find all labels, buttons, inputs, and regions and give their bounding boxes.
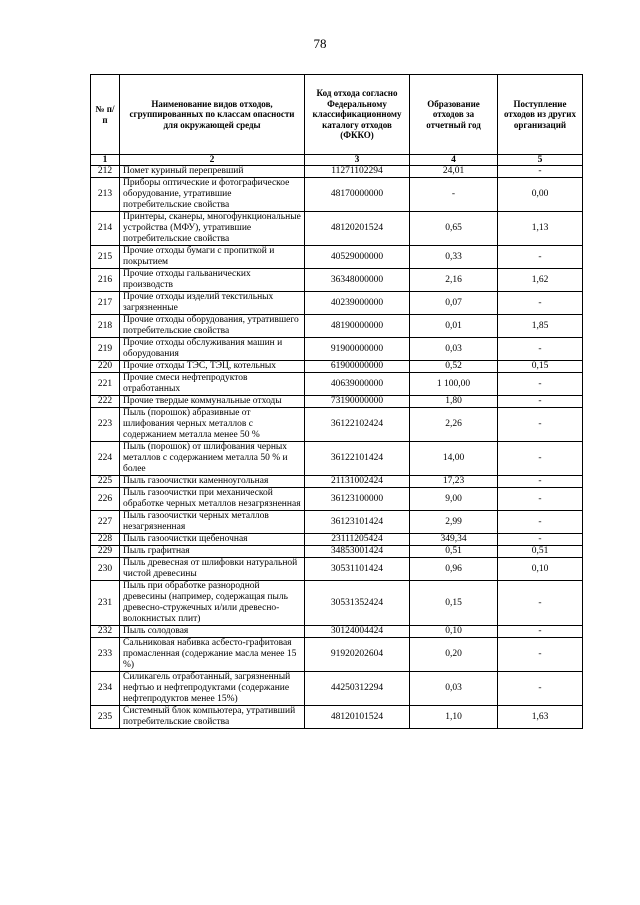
- waste-name: Прочие отходы обслуживания машин и оборудования: [120, 338, 305, 361]
- column-number-2: 2: [120, 155, 305, 166]
- table-row: [91, 178, 583, 212]
- row-number: 218: [91, 315, 120, 338]
- table-row: [91, 408, 583, 442]
- waste-code: 48120101524: [305, 706, 410, 729]
- table-row: [91, 638, 583, 672]
- received-amount: 1,85: [498, 315, 583, 338]
- waste-code: 36123100000: [305, 488, 410, 511]
- received-amount: -: [498, 488, 583, 511]
- waste-code: 48120201524: [305, 212, 410, 246]
- waste-code: 61900000000: [305, 361, 410, 373]
- received-amount: 0,00: [498, 178, 583, 212]
- formed-amount: 0,10: [410, 626, 498, 638]
- header-waste-code: Код отхода согласно Федеральному классификационному каталогу отходов (ФККО): [305, 75, 410, 155]
- table-row: [91, 338, 583, 361]
- table-row: [91, 534, 583, 546]
- received-amount: -: [498, 373, 583, 396]
- waste-code: 40639000000: [305, 373, 410, 396]
- waste-table: [90, 74, 583, 729]
- waste-name: Прочие отходы оборудования, утратившего потребительские свойства: [120, 315, 305, 338]
- table-row: [91, 269, 583, 292]
- waste-code: 30531352424: [305, 581, 410, 626]
- received-amount: -: [498, 476, 583, 488]
- row-number: 223: [91, 408, 120, 442]
- waste-code: 73190000000: [305, 396, 410, 408]
- formed-amount: 2,16: [410, 269, 498, 292]
- received-amount: -: [498, 581, 583, 626]
- waste-name: Прочие отходы ТЭС, ТЭЦ, котельных: [120, 361, 305, 373]
- received-amount: -: [498, 246, 583, 269]
- waste-code: 11271102294: [305, 166, 410, 178]
- received-amount: 0,10: [498, 558, 583, 581]
- waste-name: Пыль (порошок) абразивные от шлифования черных металлов с содержанием металла менее 50 %: [120, 408, 305, 442]
- waste-name: Силикагель отработанный, загрязненный нефтью и нефтепродуктами (содержание нефтепродуктов менее 15%): [120, 672, 305, 706]
- waste-name: Сальниковая набивка асбесто-графитовая промасленная (содержание масла менее 15 %): [120, 638, 305, 672]
- table-body: [91, 155, 583, 729]
- waste-code: 91920202604: [305, 638, 410, 672]
- table-row: [91, 442, 583, 476]
- waste-code: 44250312294: [305, 672, 410, 706]
- table-row: [91, 373, 583, 396]
- received-amount: -: [498, 511, 583, 534]
- waste-name: Пыль газоочистки при механической обработке черных металлов незагрязненная: [120, 488, 305, 511]
- waste-code: 91900000000: [305, 338, 410, 361]
- row-number: 222: [91, 396, 120, 408]
- formed-amount: 0,03: [410, 672, 498, 706]
- row-number: 215: [91, 246, 120, 269]
- formed-amount: 1 100,00: [410, 373, 498, 396]
- row-number: 229: [91, 546, 120, 558]
- received-amount: -: [498, 672, 583, 706]
- waste-name: Пыль газоочистки каменноугольная: [120, 476, 305, 488]
- table-header-row: [91, 75, 583, 155]
- received-amount: -: [498, 626, 583, 638]
- formed-amount: 24,01: [410, 166, 498, 178]
- waste-name: Помет куриный перепревший: [120, 166, 305, 178]
- waste-code: 40529000000: [305, 246, 410, 269]
- formed-amount: 1,10: [410, 706, 498, 729]
- waste-name: Пыль солодовая: [120, 626, 305, 638]
- formed-amount: 0,33: [410, 246, 498, 269]
- row-number: 220: [91, 361, 120, 373]
- table-row: [91, 396, 583, 408]
- header-waste-name: Наименование видов отходов, сгруппированных по классам опасности для окружающей среды: [120, 75, 305, 155]
- received-amount: 1,63: [498, 706, 583, 729]
- table-row: [91, 315, 583, 338]
- column-number-1: 1: [91, 155, 120, 166]
- column-number-row: [91, 155, 583, 166]
- received-amount: -: [498, 408, 583, 442]
- waste-name: Принтеры, сканеры, многофункциональные устройства (МФУ), утратившие потребительские свойства: [120, 212, 305, 246]
- received-amount: 0,15: [498, 361, 583, 373]
- received-amount: -: [498, 442, 583, 476]
- formed-amount: 0,01: [410, 315, 498, 338]
- row-number: 226: [91, 488, 120, 511]
- received-amount: 0,51: [498, 546, 583, 558]
- waste-name: Прочие отходы бумаги с пропиткой и покрытием: [120, 246, 305, 269]
- table-row: [91, 581, 583, 626]
- formed-amount: 2,99: [410, 511, 498, 534]
- row-number: 231: [91, 581, 120, 626]
- formed-amount: 17,23: [410, 476, 498, 488]
- received-amount: -: [498, 534, 583, 546]
- formed-amount: 14,00: [410, 442, 498, 476]
- row-number: 213: [91, 178, 120, 212]
- row-number: 233: [91, 638, 120, 672]
- waste-code: 34853001424: [305, 546, 410, 558]
- row-number: 230: [91, 558, 120, 581]
- waste-name: Пыль графитная: [120, 546, 305, 558]
- table-row: [91, 511, 583, 534]
- received-amount: -: [498, 638, 583, 672]
- table-row: [91, 292, 583, 315]
- table-row: [91, 212, 583, 246]
- waste-code: 36122102424: [305, 408, 410, 442]
- waste-code: 40239000000: [305, 292, 410, 315]
- table-row: [91, 476, 583, 488]
- formed-amount: 2,26: [410, 408, 498, 442]
- waste-code: 36348000000: [305, 269, 410, 292]
- header-formed: Образование отходов за отчетный год: [410, 75, 498, 155]
- waste-code: 23111205424: [305, 534, 410, 546]
- received-amount: -: [498, 292, 583, 315]
- row-number: 219: [91, 338, 120, 361]
- received-amount: -: [498, 338, 583, 361]
- waste-name: Пыль газоочистки черных металлов незагрязненная: [120, 511, 305, 534]
- waste-name: Прочие отходы гальванических производств: [120, 269, 305, 292]
- waste-name: Пыль древесная от шлифовки натуральной чистой древесины: [120, 558, 305, 581]
- received-amount: -: [498, 166, 583, 178]
- row-number: 221: [91, 373, 120, 396]
- table-row: [91, 546, 583, 558]
- received-amount: -: [498, 396, 583, 408]
- row-number: 232: [91, 626, 120, 638]
- row-number: 234: [91, 672, 120, 706]
- header-received: Поступление отходов из других организаций: [498, 75, 583, 155]
- formed-amount: 1,80: [410, 396, 498, 408]
- received-amount: 1,62: [498, 269, 583, 292]
- waste-code: 48190000000: [305, 315, 410, 338]
- row-number: 212: [91, 166, 120, 178]
- formed-amount: -: [410, 178, 498, 212]
- waste-name: Прочие смеси нефтепродуктов отработанных: [120, 373, 305, 396]
- waste-name: Системный блок компьютера, утративший потребительские свойства: [120, 706, 305, 729]
- table-row: [91, 626, 583, 638]
- table-row: [91, 488, 583, 511]
- formed-amount: 0,03: [410, 338, 498, 361]
- waste-code: 30531101424: [305, 558, 410, 581]
- waste-name: Пыль газоочистки щебеночная: [120, 534, 305, 546]
- formed-amount: 349,34: [410, 534, 498, 546]
- row-number: 228: [91, 534, 120, 546]
- formed-amount: 0,20: [410, 638, 498, 672]
- table-row: [91, 361, 583, 373]
- table-row: [91, 672, 583, 706]
- waste-code: 36122101424: [305, 442, 410, 476]
- column-number-5: 5: [498, 155, 583, 166]
- formed-amount: 0,15: [410, 581, 498, 626]
- waste-code: 30124004424: [305, 626, 410, 638]
- formed-amount: 0,65: [410, 212, 498, 246]
- waste-name: Пыль (порошок) от шлифования черных металлов с содержанием металла 50 % и более: [120, 442, 305, 476]
- table-row: [91, 166, 583, 178]
- received-amount: 1,13: [498, 212, 583, 246]
- row-number: 225: [91, 476, 120, 488]
- row-number: 217: [91, 292, 120, 315]
- waste-name: Прочие отходы изделий текстильных загрязненные: [120, 292, 305, 315]
- waste-name: Приборы оптические и фотографическое оборудование, утратившие потребительские свойства: [120, 178, 305, 212]
- column-number-3: 3: [305, 155, 410, 166]
- formed-amount: 0,52: [410, 361, 498, 373]
- row-number: 216: [91, 269, 120, 292]
- row-number: 235: [91, 706, 120, 729]
- formed-amount: 0,07: [410, 292, 498, 315]
- waste-code: 48170000000: [305, 178, 410, 212]
- waste-code: 21131002424: [305, 476, 410, 488]
- row-number: 227: [91, 511, 120, 534]
- header-number: № п/п: [91, 75, 120, 155]
- column-number-4: 4: [410, 155, 498, 166]
- waste-name: Пыль при обработке разнородной древесины (например, содержащая пыль древесно-стружечных и/или древесно-волокнистых плит): [120, 581, 305, 626]
- table-row: [91, 558, 583, 581]
- row-number: 214: [91, 212, 120, 246]
- table-row: [91, 246, 583, 269]
- table-row: [91, 706, 583, 729]
- waste-name: Прочие твердые коммунальные отходы: [120, 396, 305, 408]
- row-number: 224: [91, 442, 120, 476]
- formed-amount: 9,00: [410, 488, 498, 511]
- waste-code: 36123101424: [305, 511, 410, 534]
- formed-amount: 0,96: [410, 558, 498, 581]
- formed-amount: 0,51: [410, 546, 498, 558]
- page-number: 78: [313, 36, 327, 51]
